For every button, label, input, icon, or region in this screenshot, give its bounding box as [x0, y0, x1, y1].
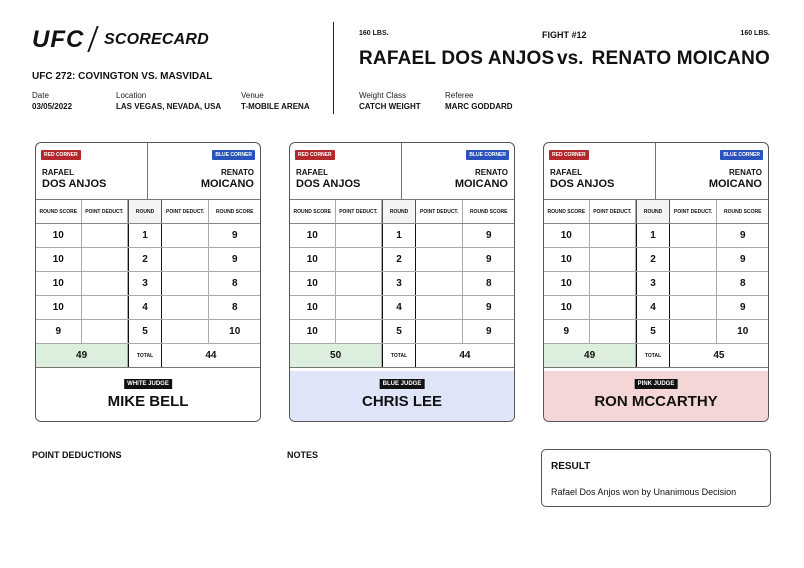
red-first-name: RAFAEL [296, 168, 328, 177]
red-round-score: 10 [36, 224, 82, 247]
point-deduct-header: POINT DEDUCT. [590, 200, 637, 223]
red-point-deduct [590, 272, 637, 295]
round-row [290, 224, 514, 248]
red-point-deduct [590, 296, 637, 319]
round-number: 2 [128, 248, 162, 271]
red-fighter-weight: 160 LBS. [359, 30, 389, 37]
round-number: 4 [128, 296, 162, 319]
judge-area [290, 371, 514, 422]
event-title: UFC 272: COVINGTON VS. MASVIDAL [32, 71, 213, 82]
red-round-score: 10 [290, 224, 336, 247]
blue-fighter-label [455, 168, 508, 190]
red-round-score: 10 [544, 296, 590, 319]
round-row [290, 272, 514, 296]
location-value: LAS VEGAS, NEVADA, USA [116, 102, 222, 111]
blue-last-name: MOICANO [708, 178, 762, 190]
grid-header [290, 200, 514, 224]
round-row [36, 296, 260, 320]
round-row [36, 248, 260, 272]
round-row [544, 248, 768, 272]
blue-fighter-label [201, 168, 254, 190]
judge-badge: PINK JUDGE [635, 379, 678, 389]
blue-point-deduct [670, 248, 718, 271]
red-first-name: RAFAEL [550, 168, 582, 177]
round-number: 4 [636, 296, 670, 319]
corner-header [290, 143, 514, 200]
red-fighter-label [296, 168, 360, 190]
red-point-deduct [590, 320, 637, 343]
total-row [36, 344, 260, 368]
blue-last-name: MOICANO [454, 178, 508, 190]
round-score-header: ROUND SCORE [36, 200, 82, 223]
judge-name: RON MCCARTHY [594, 393, 718, 410]
result-box [541, 449, 771, 507]
date-value: 03/05/2022 [32, 102, 73, 111]
blue-point-deduct [416, 224, 464, 247]
red-point-deduct [590, 248, 637, 271]
red-round-score: 10 [544, 224, 590, 247]
round-score-header: ROUND SCORE [544, 200, 590, 223]
round-score-header: ROUND SCORE [215, 208, 254, 215]
red-last-name: DOS ANJOS [42, 178, 107, 190]
red-round-score: 10 [36, 272, 82, 295]
blue-round-score: 9 [485, 302, 492, 313]
red-total: 49 [36, 344, 128, 367]
ufc-logo: UFC [32, 26, 85, 53]
blue-fighter-weight: 160 LBS. [740, 30, 770, 37]
location-label: Location [116, 91, 147, 100]
score-grid [36, 200, 260, 368]
point-deductions-label: POINT DEDUCTIONS [32, 450, 122, 460]
red-total: 49 [544, 344, 636, 367]
judge-area [544, 371, 768, 422]
blue-round-score: 8 [231, 302, 238, 313]
corner-divider [147, 143, 148, 200]
red-fighter-label [550, 168, 614, 190]
red-last-name: DOS ANJOS [296, 178, 361, 190]
round-row [36, 320, 260, 344]
red-point-deduct [82, 224, 129, 247]
red-point-deduct [336, 272, 383, 295]
round-row [36, 272, 260, 296]
blue-corner-badge: BLUE CORNER [720, 150, 763, 160]
notes-label: NOTES [287, 450, 319, 460]
red-round-score: 10 [290, 320, 336, 343]
round-row [290, 320, 514, 344]
referee-label: Referee [445, 91, 474, 100]
blue-point-deduct [162, 248, 210, 271]
corner-header [36, 143, 260, 200]
total-label: TOTAL [128, 344, 162, 367]
judge-scorecard [543, 142, 769, 422]
judge-badge: BLUE JUDGE [380, 379, 425, 389]
round-number: 5 [382, 320, 416, 343]
blue-total: 45 [713, 350, 725, 361]
venue-value: T-MOBILE ARENA [241, 102, 310, 111]
red-point-deduct [82, 296, 129, 319]
red-round-score: 10 [36, 248, 82, 271]
blue-round-score: 9 [231, 254, 238, 265]
blue-point-deduct [416, 272, 464, 295]
red-point-deduct [82, 320, 129, 343]
round-row [290, 296, 514, 320]
grid-header [36, 200, 260, 224]
round-number: 5 [636, 320, 670, 343]
point-deduct-header: POINT DEDUCT. [82, 200, 129, 223]
result-title: RESULT [551, 461, 591, 472]
grid-header [544, 200, 768, 224]
blue-point-deduct [162, 320, 210, 343]
blue-round-score: 8 [231, 278, 238, 289]
judge-name: MIKE BELL [107, 393, 189, 410]
corner-header [544, 143, 768, 200]
judge-scorecard [289, 142, 515, 422]
round-number: 3 [636, 272, 670, 295]
total-label: TOTAL [636, 344, 670, 367]
header-divider [333, 22, 334, 114]
total-label: TOTAL [382, 344, 416, 367]
round-score-header: ROUND SCORE [723, 208, 762, 215]
judge-scorecard [35, 142, 261, 422]
weight-class-label: Weight Class [359, 91, 406, 100]
blue-round-score: 10 [229, 326, 241, 337]
blue-point-deduct [670, 272, 718, 295]
blue-round-score: 8 [485, 278, 492, 289]
red-point-deduct [336, 296, 383, 319]
total-row [290, 344, 514, 368]
round-number: 3 [382, 272, 416, 295]
point-deduct-header: POINT DEDUCT. [336, 200, 383, 223]
point-deduct-header: POINT DEDUCT. [162, 200, 210, 223]
blue-point-deduct [416, 296, 464, 319]
corner-divider [655, 143, 656, 200]
date-label: Date [32, 91, 49, 100]
red-point-deduct [336, 224, 383, 247]
score-grid [290, 200, 514, 368]
round-number: 1 [128, 224, 162, 247]
venue-label: Venue [241, 91, 264, 100]
red-fighter-label [42, 168, 106, 190]
blue-round-score: 9 [485, 254, 492, 265]
blue-round-score: 9 [739, 254, 746, 265]
blue-point-deduct [670, 224, 718, 247]
red-round-score: 10 [290, 272, 336, 295]
blue-point-deduct [416, 248, 464, 271]
round-score-header: ROUND SCORE [290, 200, 336, 223]
red-point-deduct [590, 224, 637, 247]
red-point-deduct [336, 248, 383, 271]
blue-last-name: MOICANO [200, 178, 254, 190]
round-row [36, 224, 260, 248]
round-number: 1 [636, 224, 670, 247]
red-round-score: 10 [290, 296, 336, 319]
round-header: ROUND [382, 200, 416, 223]
red-round-score: 9 [36, 320, 82, 343]
round-number: 2 [382, 248, 416, 271]
red-point-deduct [82, 272, 129, 295]
blue-round-score: 9 [231, 230, 238, 241]
red-last-name: DOS ANJOS [550, 178, 615, 190]
blue-point-deduct [162, 296, 210, 319]
blue-point-deduct [670, 320, 718, 343]
blue-round-score: 9 [739, 230, 746, 241]
red-round-score: 10 [36, 296, 82, 319]
red-round-score: 9 [544, 320, 590, 343]
blue-corner-badge: BLUE CORNER [466, 150, 509, 160]
red-corner-badge: RED CORNER [295, 150, 335, 160]
round-row [290, 248, 514, 272]
document-title: SCORECARD [104, 31, 209, 48]
vs-text: vs. [557, 48, 584, 69]
blue-round-score: 10 [737, 326, 749, 337]
blue-fighter-label [709, 168, 762, 190]
blue-point-deduct [162, 224, 210, 247]
red-first-name: RAFAEL [42, 168, 74, 177]
red-point-deduct [336, 320, 383, 343]
point-deduct-header: POINT DEDUCT. [416, 200, 464, 223]
blue-point-deduct [670, 296, 718, 319]
blue-first-name: RENATO [728, 168, 762, 177]
referee-value: MARC GODDARD [445, 102, 513, 111]
red-corner-badge: RED CORNER [41, 150, 81, 160]
blue-total: 44 [205, 350, 217, 361]
round-row [544, 272, 768, 296]
blue-point-deduct [162, 272, 210, 295]
red-round-score: 10 [544, 248, 590, 271]
blue-fighter-name: RENATO MOICANO [591, 48, 770, 69]
round-number: 1 [382, 224, 416, 247]
judge-badge: WHITE JUDGE [124, 379, 172, 389]
blue-total: 44 [459, 350, 471, 361]
point-deduct-header: POINT DEDUCT. [670, 200, 718, 223]
round-row [544, 296, 768, 320]
fight-number: FIGHT #12 [542, 30, 587, 40]
total-row [544, 344, 768, 368]
round-number: 5 [128, 320, 162, 343]
red-fighter-name: RAFAEL DOS ANJOS [359, 48, 555, 69]
red-total: 50 [290, 344, 382, 367]
blue-point-deduct [416, 320, 464, 343]
blue-first-name: RENATO [474, 168, 508, 177]
logo-slash [87, 26, 98, 52]
weight-class-value: CATCH WEIGHT [359, 102, 421, 111]
round-row [544, 224, 768, 248]
blue-round-score: 9 [485, 326, 492, 337]
red-round-score: 10 [290, 248, 336, 271]
judge-area [36, 371, 260, 422]
red-corner-badge: RED CORNER [549, 150, 589, 160]
judge-name: CHRIS LEE [361, 393, 442, 410]
corner-divider [401, 143, 402, 200]
round-row [544, 320, 768, 344]
blue-corner-badge: BLUE CORNER [212, 150, 255, 160]
round-number: 4 [382, 296, 416, 319]
score-grid [544, 200, 768, 368]
blue-round-score: 9 [485, 230, 492, 241]
red-point-deduct [82, 248, 129, 271]
red-round-score: 10 [544, 272, 590, 295]
round-number: 3 [128, 272, 162, 295]
round-header: ROUND [636, 200, 670, 223]
result-text: Rafael Dos Anjos won by Unanimous Decision [551, 487, 737, 497]
blue-first-name: RENATO [220, 168, 254, 177]
blue-round-score: 8 [739, 278, 746, 289]
round-number: 2 [636, 248, 670, 271]
blue-round-score: 9 [739, 302, 746, 313]
round-header: ROUND [128, 200, 162, 223]
round-score-header: ROUND SCORE [469, 208, 508, 215]
